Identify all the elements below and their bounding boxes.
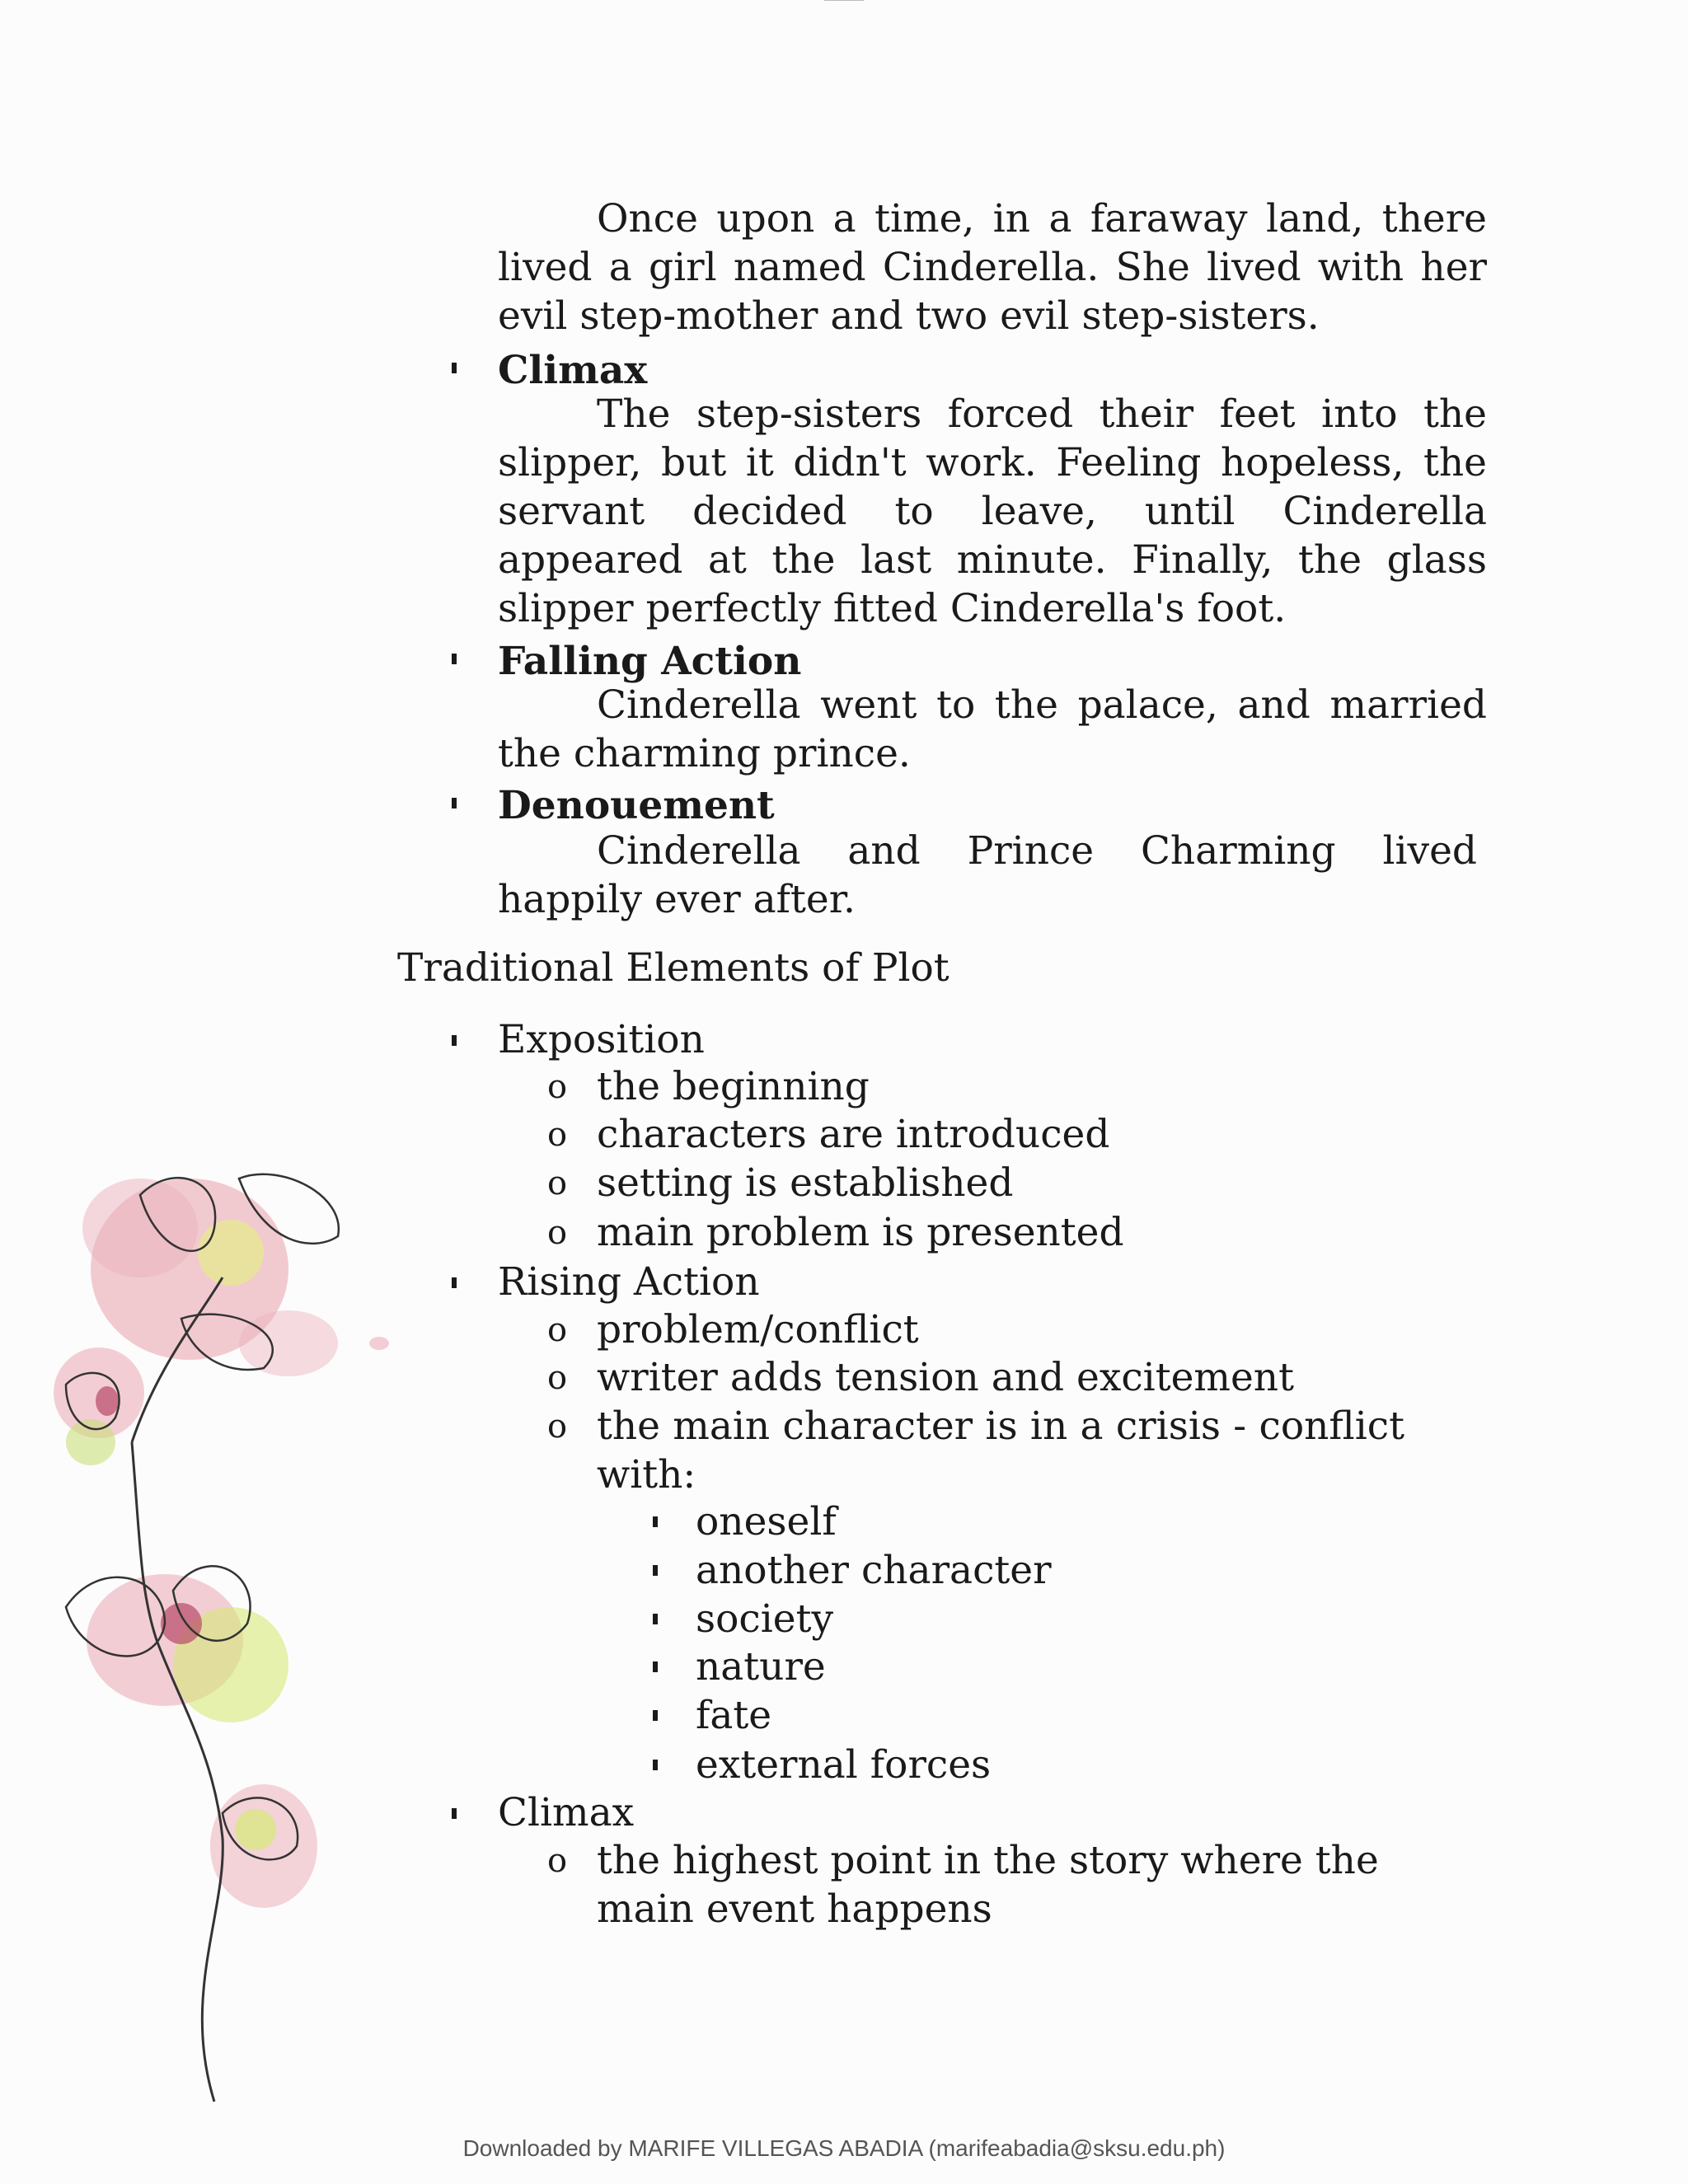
sub-list-item: nature: [696, 1644, 826, 1690]
download-footer: Downloaded by MARIFE VILLEGAS ABADIA (marifeabadia@sksu.edu.ph): [462, 2135, 1226, 2161]
bullet-icon: [653, 1516, 658, 1527]
climax-label: Climax: [498, 1790, 635, 1835]
rising-action-label: Rising Action: [498, 1259, 760, 1305]
circle-bullet-icon: o: [547, 1165, 568, 1202]
circle-bullet-icon: o: [547, 1408, 568, 1446]
exposition-paragraph: Once upon a time, in a faraway land, there lived a girl named Cinderella. She lived with her evil step-mother and two evil step-sisters.: [498, 196, 1487, 339]
list-item: problem/conflict: [597, 1307, 919, 1352]
list-item: the highest point in the story where the main event happens: [597, 1838, 1379, 1932]
bullet-icon: [653, 1614, 658, 1624]
circle-bullet-icon: o: [547, 1359, 568, 1397]
sub-list-item: another character: [696, 1548, 1052, 1593]
falling-action-paragraph: Cinderella went to the palace, and married the charming prince.: [498, 682, 1487, 776]
list-item: main problem is presented: [597, 1210, 1124, 1255]
sub-list-item: society: [696, 1596, 834, 1642]
bullet-icon: [452, 1277, 457, 1288]
bullet-icon: [653, 1710, 658, 1721]
bullet-icon: [452, 1035, 457, 1046]
circle-bullet-icon: o: [547, 1311, 568, 1349]
bullet-icon: [653, 1760, 658, 1770]
circle-bullet-icon: o: [547, 1214, 568, 1252]
bullet-icon: [452, 1808, 457, 1819]
circle-bullet-icon: o: [547, 1116, 568, 1154]
list-item: characters are introduced: [597, 1112, 1110, 1157]
exposition-label: Exposition: [498, 1017, 705, 1062]
bullet-icon: [452, 798, 457, 808]
climax-paragraph: The step-sisters forced their feet into the slipper, but it didn't work. Feeling hopeless, the servant decided to leave, until Cinderella appeared at the last minute. Finally, the glass slipper perfectly fitted Cinderella's foot.: [498, 391, 1487, 631]
list-item: the beginning: [597, 1064, 870, 1109]
circle-bullet-icon: o: [547, 1842, 568, 1880]
list-item: writer adds tension and excitement: [597, 1355, 1294, 1400]
list-item: setting is established: [597, 1160, 1014, 1206]
circle-bullet-icon: o: [547, 1068, 568, 1106]
climax-heading: Climax: [498, 348, 648, 393]
bullet-icon: [452, 363, 457, 373]
denouement-paragraph: Cinderella and Prince Charming lived happily ever after.: [498, 828, 1477, 922]
sub-list-item: external forces: [696, 1742, 992, 1788]
flower-illustration: [16, 1129, 404, 2118]
list-item: the main character is in a crisis - conflict with:: [597, 1404, 1404, 1497]
falling-action-heading: Falling Action: [498, 639, 802, 684]
sub-list-item: fate: [696, 1693, 772, 1738]
denouement-heading: Denouement: [498, 783, 775, 828]
section-heading: Traditional Elements of Plot: [397, 945, 950, 991]
sub-list-item: oneself: [696, 1499, 837, 1544]
bullet-icon: [452, 654, 457, 664]
bullet-icon: [653, 1565, 658, 1576]
header-mark: [824, 0, 864, 4]
bullet-icon: [653, 1661, 658, 1672]
